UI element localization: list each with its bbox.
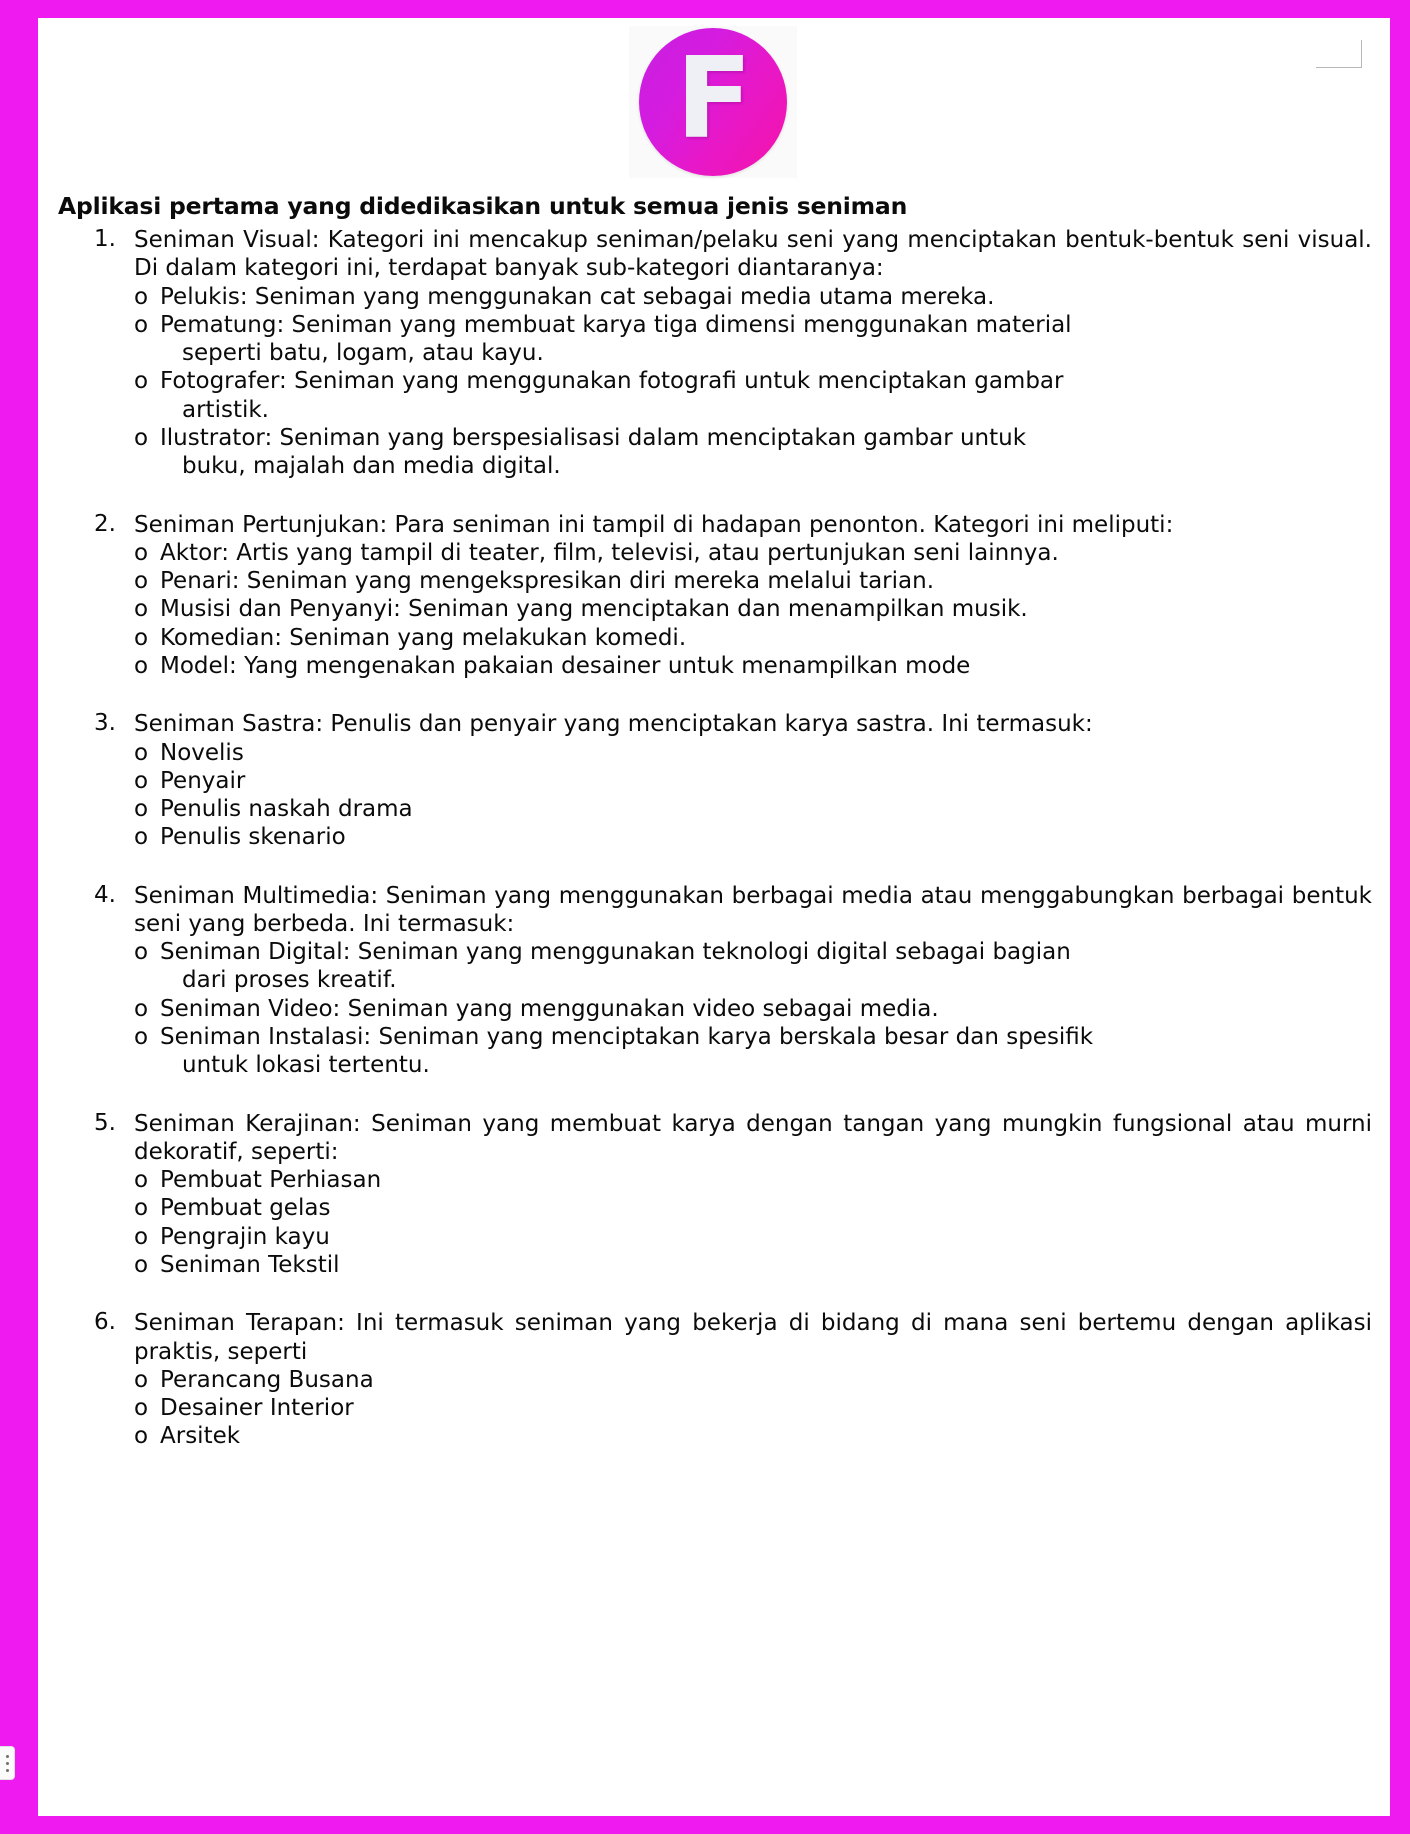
sub-bullet-item: [134, 1194, 1376, 1222]
sub-bullet-text: Model: Yang mengenakan pakaian desainer untuk menampilkan mode: [160, 652, 971, 679]
bullet-marker-icon: o: [134, 652, 149, 679]
sub-bullet-text-wrap: [160, 795, 1376, 823]
sub-bullet-text: Penulis naskah drama: [160, 796, 413, 823]
sub-bullet-text: Desainer Interior: [160, 1395, 354, 1422]
sub-bullet-text-wrap: [160, 767, 1376, 795]
outline-list: [50, 226, 1376, 1451]
sub-bullet-text-wrap: [160, 652, 1376, 680]
sub-bullet-text: Novelis: [160, 739, 244, 766]
bullet-marker-icon: o: [134, 1195, 149, 1222]
bullet-marker-icon: o: [134, 624, 149, 651]
outline-item-lead: Seniman Multimedia: Seniman yang menggunakan berbagai media atau menggabungkan berbagai bentuk seni yang berbeda. Ini termasuk:: [134, 882, 1372, 937]
sub-bullet-text: Aktor: Artis yang tampil di teater, film, televisi, atau pertunjukan seni lainnya.: [160, 539, 1059, 566]
sub-bullet-text: Seniman Video: Seniman yang menggunakan video sebagai media.: [160, 995, 939, 1022]
sub-bullet-text-wrap: [160, 595, 1376, 623]
sub-bullet-text-wrap: [160, 1166, 1376, 1194]
sub-bullet-item: [134, 823, 1376, 851]
sub-bullet-continuation: seperti batu, logam, atau kayu.: [182, 340, 544, 367]
outline-item: [50, 511, 1376, 681]
sub-bullet-item: [134, 567, 1376, 595]
outline-item-lead: Seniman Pertunjukan: Para seniman ini tampil di hadapan penonton. Kategori ini meliputi:: [134, 511, 1174, 538]
sub-bullet-text: Arsitek: [160, 1423, 241, 1450]
sub-bullet-text: Pelukis: Seniman yang menggunakan cat sebagai media utama mereka.: [160, 283, 995, 310]
outline-item-number: 5.: [94, 1109, 116, 1136]
sub-bullet-item: [134, 767, 1376, 795]
sub-bullet-text-wrap: [160, 1223, 1376, 1251]
sub-bullet-text: Penulis skenario: [160, 824, 346, 851]
sub-bullet-list: [134, 539, 1376, 680]
sub-bullet-text: Ilustrator: Seniman yang berspesialisasi dalam menciptakan gambar untuk: [160, 424, 1027, 451]
outline-item-number: 2.: [94, 510, 116, 537]
sub-bullet-text-wrap: [160, 1023, 1376, 1080]
sub-bullet-text-wrap: [160, 567, 1376, 595]
bullet-marker-icon: o: [134, 368, 149, 395]
sub-bullet-item: [134, 1422, 1376, 1450]
sub-bullet-continuation: buku, majalah dan media digital.: [182, 453, 561, 480]
sub-bullet-item: [134, 938, 1376, 995]
outline-item-lead: Seniman Visual: Kategori ini mencakup seniman/pelaku seni yang menciptakan bentuk-bentuk seni visual. Di dalam kategori ini, terdapat banyak sub-kategori diantaranya:: [134, 227, 1372, 282]
logo-row: [50, 18, 1376, 178]
bullet-marker-icon: o: [134, 1395, 149, 1422]
bullet-marker-icon: o: [134, 796, 149, 823]
sub-bullet-text-wrap: [160, 1194, 1376, 1222]
sub-bullet-text: Komedian: Seniman yang melakukan komedi.: [160, 624, 687, 651]
bullet-marker-icon: o: [134, 424, 149, 451]
sub-bullet-text: Perancang Busana: [160, 1366, 374, 1393]
sub-bullet-continuation: untuk lokasi tertentu.: [182, 1052, 430, 1079]
sub-bullet-item: [134, 652, 1376, 680]
sub-bullet-text: Seniman Instalasi: Seniman yang menciptakan karya berskala besar dan spesifik: [160, 1024, 1094, 1051]
sub-bullet-item: [134, 539, 1376, 567]
sub-bullet-item: [134, 595, 1376, 623]
handle-dot-icon: [6, 1762, 9, 1765]
bullet-marker-icon: o: [134, 1423, 149, 1450]
sub-bullet-list: [134, 739, 1376, 852]
sub-bullet-text-wrap: [160, 1366, 1376, 1394]
bullet-marker-icon: o: [134, 767, 149, 794]
bullet-marker-icon: o: [134, 1252, 149, 1278]
logo-letter: F: [675, 34, 751, 164]
sub-bullet-text: Seniman Digital: Seniman yang menggunakan teknologi digital sebagai bagian: [160, 939, 1071, 966]
sub-bullet-text-wrap: [160, 624, 1376, 652]
sub-bullet-text: Penyair: [160, 767, 246, 794]
sub-bullet-item: [134, 1394, 1376, 1422]
sub-bullet-text: Pembuat gelas: [160, 1195, 331, 1222]
outline-item-lead: Seniman Terapan: Ini termasuk seniman yang bekerja di bidang di mana seni bertemu dengan aplikasi praktis, seperti: [134, 1310, 1372, 1365]
sub-bullet-text-wrap: [160, 311, 1376, 368]
sub-bullet-text-wrap: [160, 424, 1376, 481]
outline-item: [50, 882, 1376, 1080]
edge-drag-handle[interactable]: [0, 1746, 15, 1780]
page-title: Aplikasi pertama yang didedikasikan untuk semua jenis seniman: [58, 192, 908, 220]
document-body: [38, 18, 1390, 1451]
sub-bullet-text-wrap: [160, 1394, 1376, 1422]
sub-bullet-text: Seniman Tekstil: [160, 1252, 340, 1278]
sub-bullet-item: [134, 739, 1376, 767]
sub-bullet-item: [134, 311, 1376, 368]
bullet-marker-icon: o: [134, 1167, 149, 1194]
sub-bullet-text-wrap: [160, 539, 1376, 567]
sub-bullet-continuation: dari proses kreatif.: [182, 967, 397, 994]
sub-bullet-list: [134, 283, 1376, 481]
sub-bullet-text-wrap: [160, 367, 1376, 424]
bullet-marker-icon: o: [134, 596, 149, 623]
sub-bullet-list: [134, 1166, 1376, 1279]
sub-bullet-item: [134, 367, 1376, 424]
outline-item: [50, 226, 1376, 481]
bullet-marker-icon: o: [134, 311, 149, 338]
outline-item-number: 1.: [94, 226, 116, 252]
bullet-marker-icon: o: [134, 939, 149, 966]
outline-item-number: 6.: [94, 1309, 116, 1336]
sub-bullet-item: [134, 1223, 1376, 1251]
sub-bullet-item: [134, 283, 1376, 311]
sub-bullet-item: [134, 795, 1376, 823]
bullet-marker-icon: o: [134, 568, 149, 595]
sub-bullet-item: [134, 424, 1376, 481]
outline-item-number: 4.: [94, 881, 116, 908]
outline-item: [50, 1309, 1376, 1450]
sub-bullet-text: Pematung: Seniman yang membuat karya tiga dimensi menggunakan material: [160, 311, 1072, 338]
handle-dot-icon: [6, 1769, 9, 1772]
bullet-marker-icon: o: [134, 1366, 149, 1393]
logo-container: [629, 26, 797, 178]
outline-item-number: 3.: [94, 710, 116, 737]
sub-bullet-item: [134, 1251, 1376, 1279]
outline-item-lead: Seniman Kerajinan: Seniman yang membuat karya dengan tangan yang mungkin fungsional atau murni dekoratif, seperti:: [134, 1110, 1372, 1165]
sub-bullet-text: Musisi dan Penyanyi: Seniman yang menciptakan dan menampilkan musik.: [160, 596, 1028, 623]
sub-bullet-list: [134, 1366, 1376, 1451]
handle-dot-icon: [6, 1755, 9, 1758]
sub-bullet-text-wrap: [160, 283, 1376, 311]
outline-item: [50, 1110, 1376, 1280]
sub-bullet-text-wrap: [160, 1422, 1376, 1450]
bullet-marker-icon: o: [134, 283, 149, 310]
bullet-marker-icon: o: [134, 539, 149, 566]
sub-bullet-item: [134, 1166, 1376, 1194]
sub-bullet-text-wrap: [160, 823, 1376, 851]
sub-bullet-list: [134, 938, 1376, 1079]
bullet-marker-icon: o: [134, 739, 149, 766]
outline-item: [50, 710, 1376, 851]
sub-bullet-text-wrap: [160, 739, 1376, 767]
sub-bullet-continuation: artistik.: [182, 396, 269, 423]
sub-bullet-text: Fotografer: Seniman yang menggunakan fotografi untuk menciptakan gambar: [160, 368, 1064, 395]
sub-bullet-text: Penari: Seniman yang mengekspresikan diri mereka melalui tarian.: [160, 568, 935, 595]
bullet-marker-icon: o: [134, 995, 149, 1022]
sub-bullet-text: Pembuat Perhiasan: [160, 1167, 382, 1194]
sub-bullet-text-wrap: [160, 938, 1376, 995]
sub-bullet-item: [134, 1366, 1376, 1394]
sub-bullet-text-wrap: [160, 995, 1376, 1023]
sub-bullet-text-wrap: [160, 1251, 1376, 1279]
bullet-marker-icon: o: [134, 824, 149, 851]
sub-bullet-item: [134, 624, 1376, 652]
app-logo-icon: [639, 28, 787, 176]
page-sheet: [38, 18, 1390, 1816]
bullet-marker-icon: o: [134, 1223, 149, 1250]
outline-item-lead: Seniman Sastra: Penulis dan penyair yang menciptakan karya sastra. Ini termasuk:: [134, 711, 1093, 738]
sub-bullet-item: [134, 995, 1376, 1023]
bullet-marker-icon: o: [134, 1024, 149, 1051]
sub-bullet-item: [134, 1023, 1376, 1080]
sub-bullet-text: Pengrajin kayu: [160, 1223, 330, 1250]
